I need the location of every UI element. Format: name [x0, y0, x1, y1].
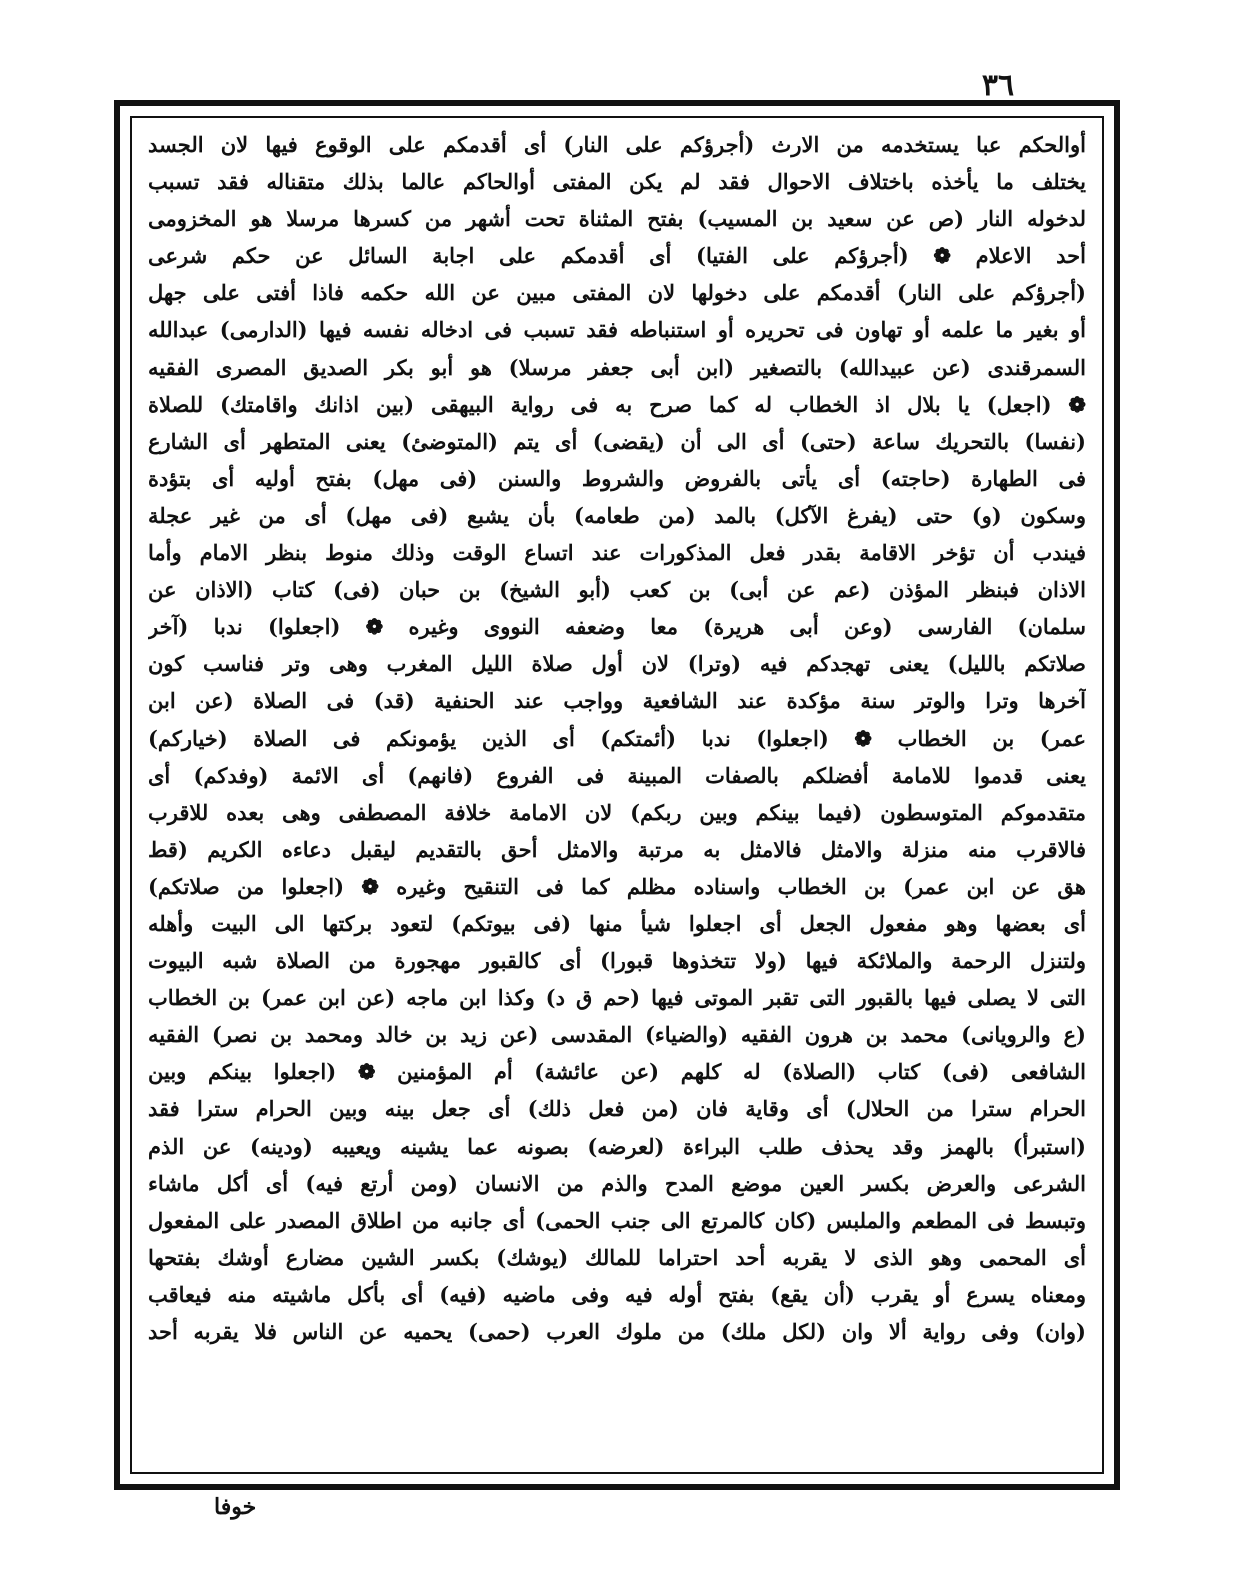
text-line: وسكون (و) حتى (يفرغ الآكل) بالمد (من طعامه) بأن يشبع (فى مهل) أى من غير عجلة [148, 502, 1086, 528]
text-line: أوالحكم عبا يستخدمه من الارث (أجرؤكم على النار) أى أقدمكم على الوقوع فيها لان الجسد [148, 132, 1086, 157]
text-line: الحرام سترا من الحلال) أى وقاية فان (من فعل ذلك) أى جعل بينه وبين الحرام سترا فقد [148, 1096, 1086, 1122]
text-line: يختلف ما يأخذه باختلاف الاحوال فقد لم يكن المفتى أوالحاكم عالما بذلك متقناله فقد تسبب [148, 169, 1086, 195]
text-line: سلمان) الفارسى (وعن أبى هريرة) معا وضعفه النووى وغيره ❁ (اجعلوا) ندبا (آخر [148, 614, 1086, 640]
text-line: فيندب أن تؤخر الاقامة بقدر فعل المذكورات عند اتساع الوقت وذلك منوط بنظر الامام وأما [148, 540, 1086, 566]
text-line: عمر) بن الخطاب ❁ (اجعلوا) ندبا (أئمتكم) أى الذين يؤمونكم فى الصلاة (خياركم) [148, 725, 1086, 751]
text-line: أى بعضها وهو مفعول الجعل أى اجعلوا شيأ منها (فى بيوتكم) لتعود بركتها الى البيت وأهله [148, 910, 1086, 936]
text-line: لدخوله النار (ص عن سعيد بن المسيب) بفتح المثناة تحت أشهر من كسرها مرسلا هو المخزومى [148, 206, 1086, 232]
text-line: (ع والرويانى) محمد بن هرون الفقيه (والضياء) المقدسى (عن زيد بن خالد ومحمد بن نصر) الفقيه [148, 1022, 1086, 1048]
catchword: خوفا [214, 1494, 257, 1520]
text-line: متقدموكم المتوسطون (فيما بينكم وبين ربكم) لان الامامة خلافة المصطفى وهى بعده للاقرب [148, 799, 1086, 825]
text-line: التى لا يصلى فيها بالقبور التى تقبر الموتى فيها (حم ق د) وكذا ابن ماجه (عن ابن عمر) بن الخطاب [148, 985, 1086, 1011]
text-line: آخرها وترا والوتر سنة مؤكدة عند الشافعية وواجب عند الحنفية (قد) فى الصلاة (عن ابن [148, 688, 1086, 714]
text-line: يعنى قدموا للامامة أفضلكم بالصفات المبينة فى الفروع (فانهم) أى الائمة (وفدكم) أى [148, 762, 1086, 788]
text-line: (وان) وفى رواية ألا وان (لكل ملك) من ملوك العرب (حمى) يحميه عن الناس فلا يقربه أحد [148, 1319, 1086, 1344]
text-line: أو بغير ما علمه أو تهاون فى تحريره أو استنباطه فقد تسبب فى ادخاله نفسه فيها (الدارمى) عبدالله [148, 317, 1086, 343]
text-line: أى المحمى وهو الذى لا يقربه أحد احتراما للمالك (يوشك) بكسر الشين مضارع أوشك بفتحها [148, 1244, 1086, 1270]
text-line: ❁ (اجعل) يا بلال اذ الخطاب له كما صرح به فى رواية البيهقى (بين اذانك واقامتك) للصلاة [148, 391, 1086, 417]
text-line: فى الطهارة (حاجته) أى يأتى بالفروض والشروط والسنن (فى مهل) بفتح أوليه أى بتؤدة [148, 465, 1086, 491]
text-line: ولتنزل الرحمة والملائكة فيها (ولا تتخذوها قبورا) أى كالقبور مهجورة من الصلاة شبه البيوت [148, 948, 1086, 974]
text-line: الاذان فبنظر المؤذن (عم عن أبى) بن كعب (أبو الشيخ) بن حبان (فى) كتاب (الاذان عن [148, 577, 1086, 603]
text-line: أحد الاعلام ❁ (أجرؤكم على الفتيا) أى أقدمكم على اجابة السائل عن حكم شرعى [148, 243, 1086, 269]
text-line: الشافعى (فى) كتاب (الصلاة) له كلهم (عن عائشة) أم المؤمنين ❁ (اجعلوا بينكم وبين [148, 1059, 1086, 1085]
text-line: صلاتكم بالليل) يعنى تهجدكم فيه (وترا) لان أول صلاة الليل المغرب وهى وتر فناسب كون [148, 651, 1086, 677]
text-line: السمرقندى (عن عبيدالله) بالتصغير (ابن أبى جعفر مرسلا) هو أبو بكر الصديق المصرى الفقيه [148, 354, 1086, 380]
text-line: وتبسط فى المطعم والملبس (كان كالمرتع الى جنب الحمى) أى جانبه من اطلاق المصدر على المفعول [148, 1207, 1086, 1233]
text-line: فالاقرب منه منزلة والامثل فالامثل به مرتبة والامثل أحق بالتقديم ليقبل دعاءه الكريم (قط [148, 836, 1086, 862]
text-line: ومعناه يسرع أو يقرب (أن يقع) بفتح أوله فيه وفى ماضيه (فيه) أى بأكل ماشيته منه فيعاقب [148, 1281, 1086, 1307]
text-line: هق عن ابن عمر) بن الخطاب واسناده مظلم كما فى التنقيح وغيره ❁ (اجعلوا من صلاتكم) [148, 873, 1086, 899]
text-line: (نفسا) بالتحريك ساعة (حتى) أى الى أن (يقضى) أى يتم (المتوضئ) يعنى المتطهر أى الشارع [148, 428, 1086, 454]
page-frame [114, 100, 1120, 1490]
text-line: (استبرأ) بالهمز وقد يحذف طلب البراءة (لعرضه) بصونه عما يشينه ويعيبه (ودينه) عن الذم [148, 1133, 1086, 1159]
text-block [148, 126, 1086, 1466]
text-line: الشرعى والعرض بكسر العين موضع المدح والذم من الانسان (ومن أرتع فيه) أى أكل ماشاء [148, 1170, 1086, 1196]
page-number: ٣٦ [981, 68, 1015, 103]
text-line: (أجرؤكم على النار) أقدمكم على دخولها لان المفتى مبين عن الله حكمه فاذا أفتى على جهل [148, 280, 1086, 306]
inner-rule [130, 116, 1104, 1474]
